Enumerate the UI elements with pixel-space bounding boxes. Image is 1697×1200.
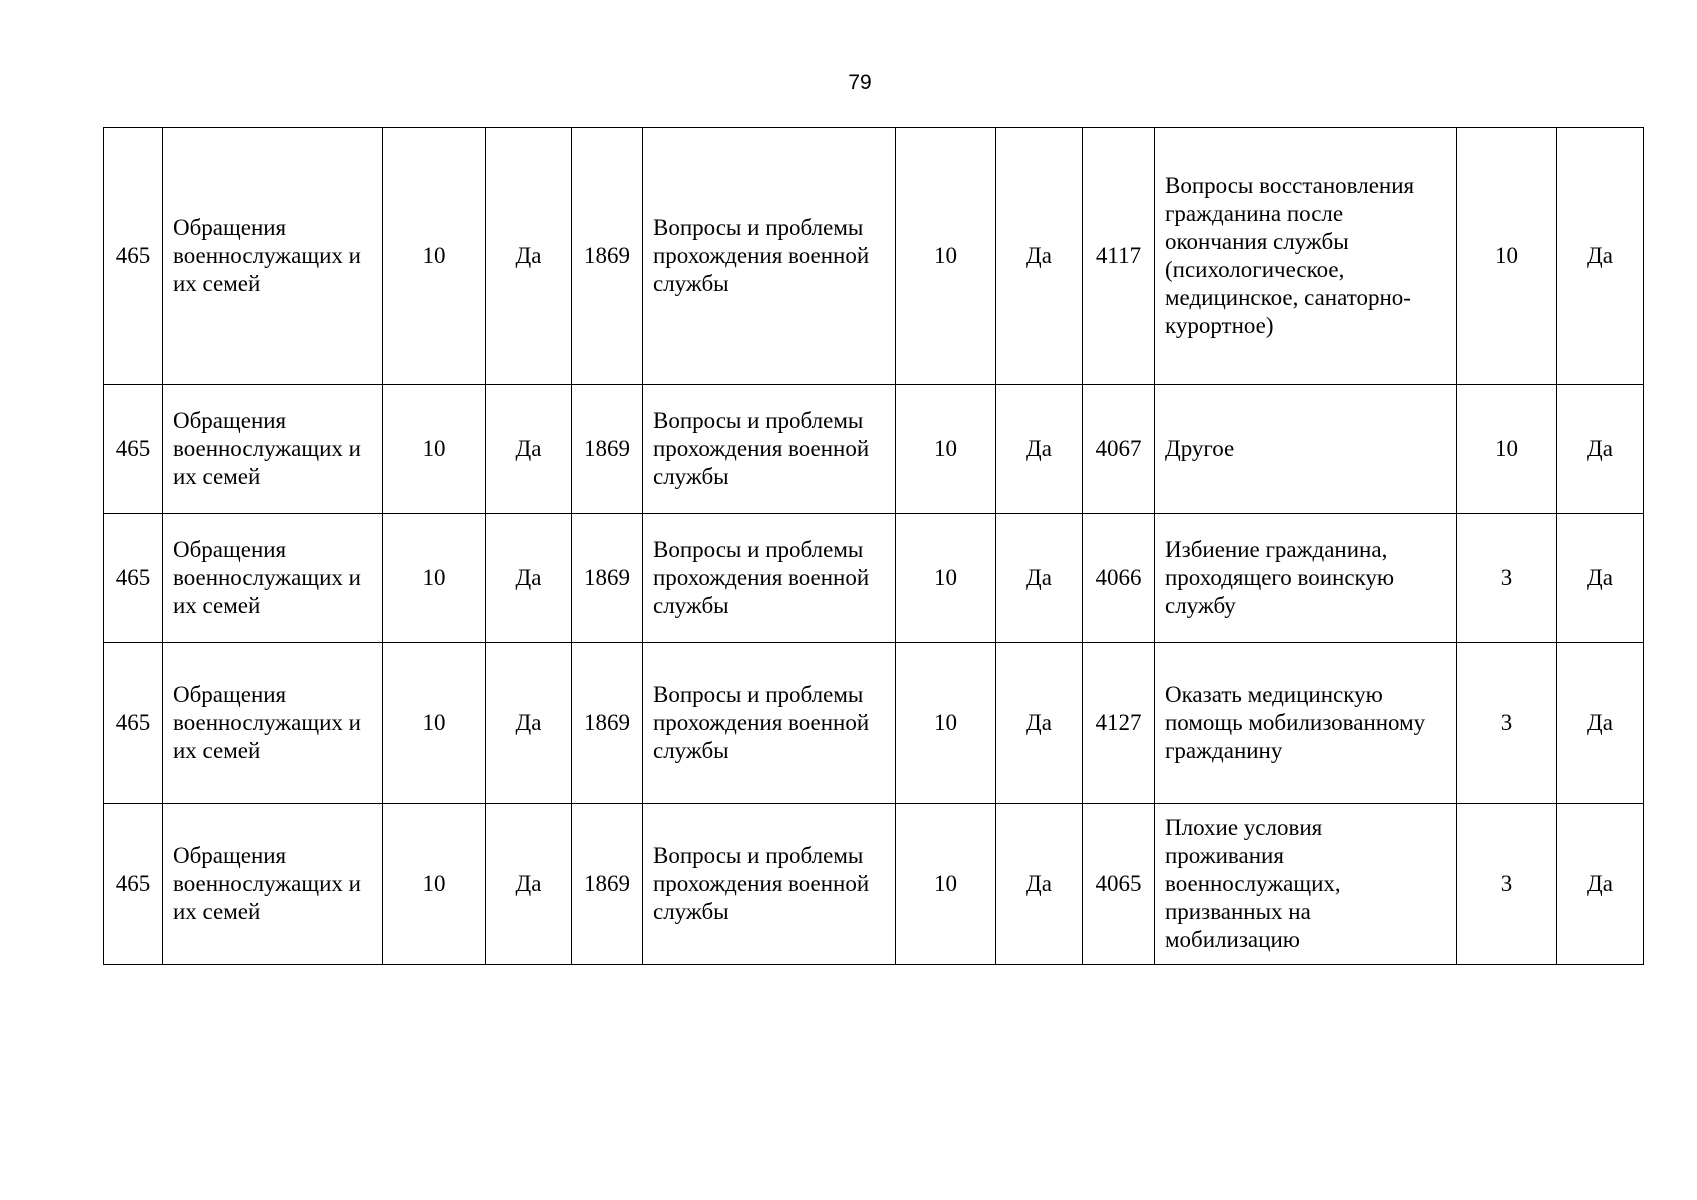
topic-name-cell: Вопросы и проблемы прохождения военной службы <box>643 514 896 643</box>
topic-code-cell: 1869 <box>572 804 643 965</box>
question-name-cell: Другое <box>1155 385 1457 514</box>
question-term-cell: 3 <box>1457 804 1557 965</box>
section-name-cell: Обращения военнослужащих и их семей <box>163 514 383 643</box>
question-code-cell: 4117 <box>1083 128 1155 385</box>
topic-code-cell: 1869 <box>572 128 643 385</box>
table-row <box>104 643 1644 804</box>
topic-term-cell: 10 <box>896 514 996 643</box>
section-code-cell: 465 <box>104 385 163 514</box>
topic-flag-cell: Да <box>996 643 1083 804</box>
section-term-cell: 10 <box>383 804 486 965</box>
table-row <box>104 385 1644 514</box>
topic-code-cell: 1869 <box>572 385 643 514</box>
topic-term-cell: 10 <box>896 128 996 385</box>
question-term-cell: 10 <box>1457 128 1557 385</box>
section-name-cell: Обращения военнослужащих и их семей <box>163 804 383 965</box>
section-term-cell: 10 <box>383 643 486 804</box>
section-flag-cell: Да <box>486 385 572 514</box>
section-code-cell: 465 <box>104 804 163 965</box>
topic-term-cell: 10 <box>896 804 996 965</box>
table-row <box>104 128 1644 385</box>
question-term-cell: 3 <box>1457 514 1557 643</box>
question-term-cell: 10 <box>1457 385 1557 514</box>
topic-term-cell: 10 <box>896 643 996 804</box>
question-name-cell: Вопросы восстановления гражданина после окончания службы (психологическое, медицинское, санаторно-курортное) <box>1155 128 1457 385</box>
topic-name-cell: Вопросы и проблемы прохождения военной службы <box>643 385 896 514</box>
topic-name-cell: Вопросы и проблемы прохождения военной службы <box>643 804 896 965</box>
section-term-cell: 10 <box>383 514 486 643</box>
question-code-cell: 4066 <box>1083 514 1155 643</box>
topic-flag-cell: Да <box>996 385 1083 514</box>
question-code-cell: 4067 <box>1083 385 1155 514</box>
question-flag-cell: Да <box>1557 128 1644 385</box>
topic-flag-cell: Да <box>996 128 1083 385</box>
section-flag-cell: Да <box>486 514 572 643</box>
section-term-cell: 10 <box>383 128 486 385</box>
topic-flag-cell: Да <box>996 514 1083 643</box>
topic-flag-cell: Да <box>996 804 1083 965</box>
section-flag-cell: Да <box>486 643 572 804</box>
question-name-cell: Избиение гражданина, проходящего воинскую службу <box>1155 514 1457 643</box>
topic-code-cell: 1869 <box>572 514 643 643</box>
question-name-cell: Плохие условия проживания военнослужащих, призванных на мобилизацию <box>1155 804 1457 965</box>
section-flag-cell: Да <box>486 128 572 385</box>
question-name-cell: Оказать медицинскую помощь мобилизованному гражданину <box>1155 643 1457 804</box>
topic-term-cell: 10 <box>896 385 996 514</box>
section-code-cell: 465 <box>104 514 163 643</box>
question-flag-cell: Да <box>1557 514 1644 643</box>
topic-name-cell: Вопросы и проблемы прохождения военной службы <box>643 643 896 804</box>
section-term-cell: 10 <box>383 385 486 514</box>
question-code-cell: 4065 <box>1083 804 1155 965</box>
section-code-cell: 465 <box>104 128 163 385</box>
section-name-cell: Обращения военнослужащих и их семей <box>163 643 383 804</box>
classifier-table <box>103 127 1644 965</box>
section-name-cell: Обращения военнослужащих и их семей <box>163 385 383 514</box>
question-flag-cell: Да <box>1557 643 1644 804</box>
table-row <box>104 514 1644 643</box>
page-number: 79 <box>848 71 872 94</box>
question-flag-cell: Да <box>1557 804 1644 965</box>
section-code-cell: 465 <box>104 643 163 804</box>
section-name-cell: Обращения военнослужащих и их семей <box>163 128 383 385</box>
topic-name-cell: Вопросы и проблемы прохождения военной службы <box>643 128 896 385</box>
question-term-cell: 3 <box>1457 643 1557 804</box>
table-row <box>104 804 1644 965</box>
topic-code-cell: 1869 <box>572 643 643 804</box>
section-flag-cell: Да <box>486 804 572 965</box>
question-flag-cell: Да <box>1557 385 1644 514</box>
question-code-cell: 4127 <box>1083 643 1155 804</box>
